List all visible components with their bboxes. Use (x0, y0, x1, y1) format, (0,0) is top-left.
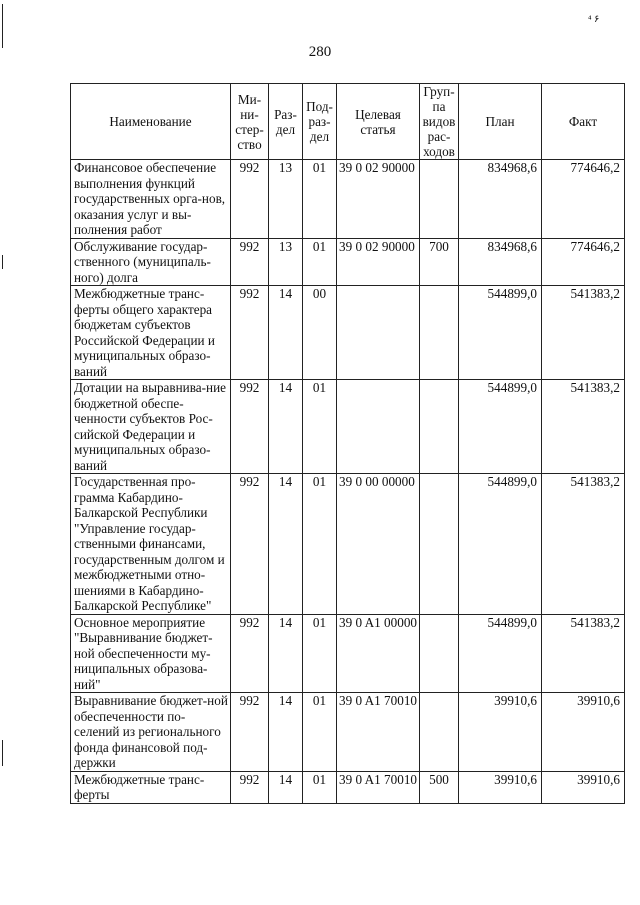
table-row (71, 771, 625, 803)
cell-subsection: 00 (303, 286, 337, 380)
header-group (420, 84, 459, 160)
cell-fact: 774646,2 (542, 238, 625, 286)
header-fact (542, 84, 625, 160)
cell-group (420, 693, 459, 772)
cell-section: 14 (269, 286, 303, 380)
cell-section: 14 (269, 693, 303, 772)
cell-fact: 541383,2 (542, 286, 625, 380)
cell-target (337, 380, 420, 474)
cell-ministry: 992 (231, 160, 269, 239)
cell-target: 39 0 00 00000 (337, 474, 420, 615)
scan-artifact-line (2, 4, 3, 48)
cell-plan: 544899,0 (459, 474, 542, 615)
cell-ministry: 992 (231, 380, 269, 474)
cell-plan: 544899,0 (459, 286, 542, 380)
cell-ministry: 992 (231, 771, 269, 803)
header-subsection-label: Под- раз- дел (306, 99, 333, 144)
cell-subsection: 01 (303, 771, 337, 803)
header-section-label: Раз- дел (274, 106, 297, 137)
budget-table (70, 83, 625, 804)
header-subsection (303, 84, 337, 160)
cell-group: 700 (420, 238, 459, 286)
table-row (71, 614, 625, 693)
header-ministry (231, 84, 269, 160)
header-name-label: Наименование (109, 114, 192, 129)
cell-ministry: 992 (231, 693, 269, 772)
header-plan (459, 84, 542, 160)
cell-target: 39 0 A1 70010 (337, 693, 420, 772)
cell-fact: 541383,2 (542, 380, 625, 474)
cell-fact: 39910,6 (542, 693, 625, 772)
header-ministry-label: Ми- ни- стер- ство (235, 91, 264, 152)
cell-target: 39 0 02 90000 (337, 238, 420, 286)
cell-group (420, 614, 459, 693)
cell-subsection: 01 (303, 474, 337, 615)
header-target (337, 84, 420, 160)
cell-name: Межбюджетные транс-ферты общего характера бюджетам субъектов Российской Федерации и муниципальных образо-ваний (71, 286, 231, 380)
cell-target: 39 0 A1 00000 (337, 614, 420, 693)
cell-ministry: 992 (231, 238, 269, 286)
table-row (71, 380, 625, 474)
scan-artifact-line (2, 740, 3, 766)
header-name (71, 84, 231, 160)
table-header-row (71, 84, 625, 160)
scan-artifact-line (2, 255, 3, 269)
table-row (71, 238, 625, 286)
cell-group: 500 (420, 771, 459, 803)
cell-target: 39 0 A1 70010 (337, 771, 420, 803)
cell-section: 14 (269, 380, 303, 474)
cell-name: Основное мероприятие "Выравнивание бюджет-ной обеспеченности му-ниципальных образова-ний" (71, 614, 231, 693)
cell-section: 14 (269, 614, 303, 693)
cell-name: Финансовое обеспечение выполнения функций государственных орга-нов, оказания услуг и вы-полнения работ (71, 160, 231, 239)
cell-group (420, 474, 459, 615)
cell-subsection: 01 (303, 160, 337, 239)
corner-mark: ⁴ ۶ (588, 14, 600, 25)
cell-fact: 39910,6 (542, 771, 625, 803)
cell-name: Выравнивание бюджет-ной обеспеченности по-селений из регионального фонда финансовой под-держки (71, 693, 231, 772)
cell-ministry: 992 (231, 614, 269, 693)
cell-group (420, 380, 459, 474)
cell-name: Обслуживание государ-ственного (муниципаль-ного) долга (71, 238, 231, 286)
cell-plan: 834968,6 (459, 238, 542, 286)
header-plan-label: План (485, 114, 515, 129)
header-target-label: Целевая статья (355, 106, 401, 137)
cell-fact: 774646,2 (542, 160, 625, 239)
cell-ministry: 992 (231, 286, 269, 380)
cell-section: 14 (269, 474, 303, 615)
header-section (269, 84, 303, 160)
cell-plan: 544899,0 (459, 380, 542, 474)
cell-name: Межбюджетные транс-ферты (71, 771, 231, 803)
table-row (71, 474, 625, 615)
cell-subsection: 01 (303, 380, 337, 474)
cell-fact: 541383,2 (542, 474, 625, 615)
cell-plan: 834968,6 (459, 160, 542, 239)
page-number: 280 (308, 44, 332, 60)
cell-subsection: 01 (303, 614, 337, 693)
cell-group (420, 160, 459, 239)
cell-plan: 39910,6 (459, 693, 542, 772)
table-row (71, 160, 625, 239)
cell-ministry: 992 (231, 474, 269, 615)
cell-plan: 544899,0 (459, 614, 542, 693)
table-row (71, 286, 625, 380)
cell-subsection: 01 (303, 238, 337, 286)
cell-plan: 39910,6 (459, 771, 542, 803)
header-fact-label: Факт (568, 114, 598, 129)
header-group-label: Груп- па видов рас- ходов (422, 84, 456, 159)
cell-section: 13 (269, 160, 303, 239)
cell-target (337, 286, 420, 380)
cell-fact: 541383,2 (542, 614, 625, 693)
cell-subsection: 01 (303, 693, 337, 772)
cell-group (420, 286, 459, 380)
table-row (71, 693, 625, 772)
cell-section: 14 (269, 771, 303, 803)
cell-name: Дотации на выравнива-ние бюджетной обеспе-ченности субъектов Рос-сийской Федерации и муниципальных образо-ваний (71, 380, 231, 474)
cell-target: 39 0 02 90000 (337, 160, 420, 239)
cell-name: Государственная про-грамма Кабардино-Балкарской Республики "Управление государ-ственными финансами, государственным долгом и межбюджетными отно-шениями в Кабардино-Балкарской Республике" (71, 474, 231, 615)
cell-section: 13 (269, 238, 303, 286)
